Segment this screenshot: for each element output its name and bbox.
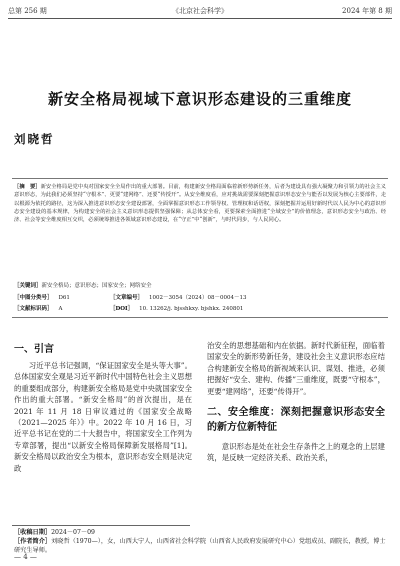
journal-name: 《北京社会科学》 bbox=[172, 7, 228, 15]
abstract-top-rule bbox=[12, 178, 388, 179]
author-bio bbox=[14, 537, 386, 555]
abstract-bottom-rule bbox=[12, 317, 388, 318]
doi-label: ［DOI］ bbox=[110, 306, 134, 312]
keywords-row bbox=[14, 281, 386, 289]
doc-code-label: ［文献标识码］ bbox=[14, 306, 53, 312]
issue-number: 2024 年第 8 期 bbox=[342, 7, 392, 15]
abstract-label: ［摘 要］ bbox=[14, 184, 41, 190]
keywords-text: 新安全格局；意识形态；国家安全；网络安全 bbox=[41, 283, 152, 289]
continued-text: 治安全的思想基础和内在依据。新时代新征程，面临着国家安全的新形势新任务，建设社会主义意识形态应结合构建新安全格局的新视域来认识、谋划、推进，必须把握好“安全、建构、传播”三重维度，既要“守根本”，更要“建网络”，还要“传得开”。 bbox=[207, 341, 385, 396]
author-bio-label: ［作者简介］ bbox=[14, 538, 52, 545]
article-no-label: ［文章编号］ bbox=[110, 295, 144, 301]
received-label: ［收稿日期］ bbox=[14, 529, 52, 536]
section-1-text: 习近平总书记强调，“保证国家安全是头等大事”。总体国家安全观是习近平新时代中国特色社会主义思想的重要组成部分，构建新安全格局是党中央就国家安全作出的重大部署。“新安全格局”的首次提出，是在 2021 年 11 月 18 日审议通过的《国家安全战略（2021—2025 年）》中。2022 年 10 月 16 日，习近平总书记在党的二十大报告中，将国家安全工作列为专章部署，提出“以新安全格局保障新发展格局”[1]。新安全格局以政治安全为根本，意识形态安全则是决定政 bbox=[14, 361, 192, 473]
footnote-rule bbox=[12, 525, 190, 526]
body-right-column bbox=[207, 340, 385, 464]
header-rule bbox=[8, 18, 392, 19]
article-no-value: 1002－3054（2024）08－0004－13 bbox=[149, 295, 247, 301]
section-2-heading: 二、安全维度：深刻把握意识形态安全的新方位新特征 bbox=[207, 407, 385, 434]
body-left-column bbox=[14, 340, 192, 474]
doi-value: 10. 13262/j. bjsshkxy. bjshkx. 240801 bbox=[139, 306, 244, 312]
code-row bbox=[14, 304, 386, 314]
received-date bbox=[14, 528, 386, 537]
classification-row bbox=[14, 293, 386, 303]
abstract bbox=[14, 183, 386, 224]
doc-code-value: A bbox=[58, 306, 63, 312]
issue-total-number: 总第 256 期 bbox=[8, 7, 47, 15]
clc-label: ［中图分类号］ bbox=[14, 295, 53, 301]
clc-value: D61 bbox=[58, 295, 70, 301]
keywords-label: ［关键词］ bbox=[14, 283, 42, 289]
article-title: 新安全格局视域下意识形态建设的三重维度 bbox=[47, 90, 352, 108]
abstract-text: 新安全格局是党中央对国家安全全局作出的重大部署。目前，构建新安全格局面临着新形势新任务，后者为建设具有强大凝聚力和引领力的社会主义意识形态，为此我们必须坚持“守根本”、更要“建网络”、还要“传授开”。从安全维度看，应对挑战需要深刻把握意识形态安全与能否以发展为核心主要部件，走以根源为依托的路径，这为深入推进意识形态安全建设部署，全面掌握意识形态工作领导权、管理权和话语权，深刻把握并运用好新时代以人民为中心的意识形态安全建设的基本规律，为构建安全的社会主义意识形态提供坚强保障；从总体安全看，更要探索全面推进“全域安全”的价值理念，意识形态安全与政治、经济、社会等安全维度相互交织，必须统筹推进各领域意识形态建设，在“守正”中“创新”，与时代同步，与人民同心。 bbox=[14, 184, 386, 224]
author-bio-text: 刘晓哲（1970—），女，山西大宁人，山西省社会科学院（山西省人民政府发展研究中心）党组成员、副院长，教授，博士研究生导师。 bbox=[14, 538, 386, 554]
received-value: 2024－07－09 bbox=[51, 529, 95, 536]
article-author: 刘晓哲 bbox=[14, 132, 55, 146]
page-number: — 4 — bbox=[14, 553, 37, 561]
section-1-heading: 一、引言 bbox=[14, 344, 54, 355]
section-2-text: 意识形态是处在社会生存条件之上的观念的上层建筑，是反映一定经济关系、政治关系， bbox=[207, 442, 385, 463]
